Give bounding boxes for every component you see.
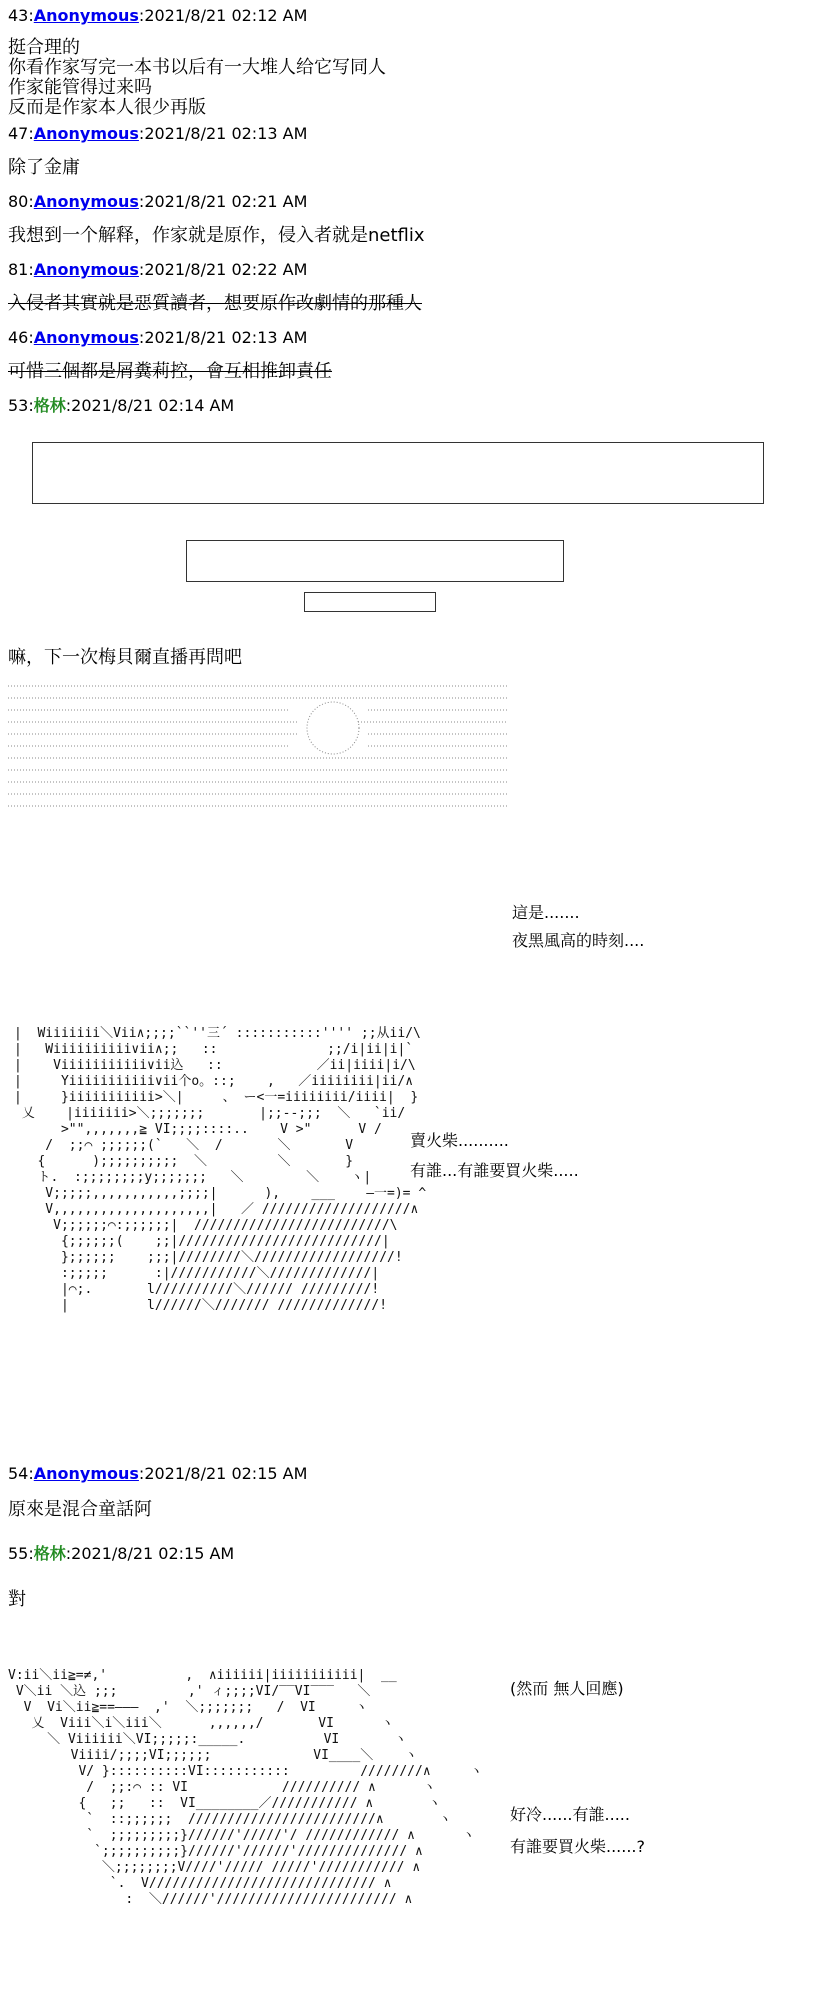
ascii-frame-medium	[186, 540, 564, 582]
post-number: 47	[8, 124, 29, 143]
post-header: 55:格林:2021/8/21 02:15 AM	[8, 1544, 235, 1563]
night-scene-ascii-art	[8, 682, 508, 822]
post-line: 作家能管得过来吗	[8, 77, 152, 98]
post-header: 54:Anonymous:2021/8/21 02:15 AM	[8, 1464, 308, 1483]
poster-name-link[interactable]: Anonymous	[33, 192, 139, 211]
post-number: 81	[8, 260, 29, 279]
match-girl-ascii-art: | Wiiiiiii＼Vii∧;;;;``''三´ :::::::::::'''' ;;从ii/\ | Wiiiiiiiiii∨ii∧;; :: ;;/i|ii|i|` | Viiiiiiiiiii∨ii込 :: ／ii|iiii|i/\ | Yiiiiiiiiiii∨ii个o。::; , ／iiiiiiii|ii/∧ | }iiiiiiiiiii>＼| 、 ー<一=iiiiiiii/iiii| } 乂 |iiiiiii>＼;;;;;;; |;;--;;; ＼ `ii/ >"",,,,,,,≧ VI;;;;::::.. V >" V / / ;;⌒ ;;;;;;(` ＼ / ＼ V { );;;;;;;;;; ＼ ＼ } ト. :;;;;;;;;y;;;;;;; ＼ ＼ ヽ| V;;;;;,,,,,,,,,,,;;;;| ), ___ ―一=)= ^ V,,,,,,,,,,,,,,,,,,,,| ／ ///////////////////∧ V;;;;;;⌒:;;;;;;| /////////////////////////\ {;;;;;;( ;;|//////////////////////////| };;;;;; ;;;|////////＼//////////////////! :;;;;; :|///////////＼/////////////| |⌒;. l//////////＼////// /////////! | l//////＼/////// /////////////!	[14, 1026, 427, 1313]
poster-name: 格林	[33, 1544, 66, 1563]
post-header: 53:格林:2021/8/21 02:14 AM	[8, 396, 235, 415]
kneeling-girl-ascii-art: V:ii＼ii≧=≠,' , ∧iiiiii|iiiiiiiiiii| __ V＼ii ＼込 ;;; ,' ィ;;;;VI/‾‾VI‾‾‾ ＼ V Vi＼ii≧==――― ,' ＼;;;;;;; / VI ヽ 乂 Viii＼i＼iii＼ ,,,,,,/ VI ヽ ＼ Viiiiii＼VI;;;;;:_____. VI ヽ Viiii/;;;;VI;;;;;; VI____＼ ヽ V/ }::::::::::VI::::::::::: ////////∧ ヽ / ;;:⌒ :: VI ////////// ∧ ヽ { ;; :: VI________／/////////// ∧ ヽ ` ::;;;;;; ////////////////////////∧ ヽ ` ;;;;;;;;;}//////'/////'/ //////////// ∧ ヽ `;;;;;;;;;;}//////'//////'////////////// ∧ ＼;;;;;;;;V////'///// /////'/////////// ∧ `. V///////////////////////////// ∧ : ＼//////'/////////////////////// ∧	[8, 1668, 483, 1907]
narration-label: (然而 無人回應)	[510, 1679, 624, 1698]
poster-name-link[interactable]: Anonymous	[33, 260, 139, 279]
post-header: 80:Anonymous:2021/8/21 02:21 AM	[8, 192, 308, 211]
post-line: 我想到一个解释，作家就是原作，侵入者就是netflix	[8, 225, 425, 246]
poster-name-link[interactable]: Anonymous	[33, 124, 139, 143]
post-line: 對	[8, 1589, 26, 1610]
post-body	[8, 226, 425, 246]
poster-name-link[interactable]: Anonymous	[33, 1464, 139, 1483]
post-body	[8, 158, 80, 178]
post-line: 挺合理的	[8, 37, 80, 58]
post-line: 入侵者其實就是惡質讀者，想要原作改劇情的那種人	[8, 293, 422, 314]
post-date: 2021/8/21 02:15 AM	[71, 1544, 235, 1563]
post-date: 2021/8/21 02:22 AM	[144, 260, 308, 279]
post-number: 54	[8, 1464, 29, 1483]
narration-label: 夜黑風高的時刻....	[512, 931, 645, 950]
post-number: 46	[8, 328, 29, 347]
post-line: 你看作家写完一本书以后有一大堆人给它写同人	[8, 57, 386, 78]
post-number: 55	[8, 1544, 29, 1563]
post-body	[8, 362, 332, 382]
speech-label: 賣火柴..........	[410, 1131, 509, 1150]
post-number: 43	[8, 6, 29, 25]
post-line: 反而是作家本人很少再版	[8, 97, 206, 118]
poster-name-link[interactable]: Anonymous	[33, 6, 139, 25]
post-date: 2021/8/21 02:12 AM	[144, 6, 308, 25]
post-body	[8, 1500, 152, 1520]
post-header: 46:Anonymous:2021/8/21 02:13 AM	[8, 328, 308, 347]
post-date: 2021/8/21 02:21 AM	[144, 192, 308, 211]
speech-label: 有誰要買火柴......?	[510, 1837, 646, 1856]
post-body	[8, 1590, 26, 1610]
post-header: 47:Anonymous:2021/8/21 02:13 AM	[8, 124, 308, 143]
post-date: 2021/8/21 02:13 AM	[144, 328, 308, 347]
post-line: 可惜三個都是屑糞莉控，會互相推卸責任	[8, 361, 332, 382]
poster-name: 格林	[33, 396, 66, 415]
narration-label: 這是.......	[512, 903, 580, 922]
ascii-frame-large	[32, 442, 764, 504]
ascii-frame-small	[304, 592, 436, 612]
post-header: 81:Anonymous:2021/8/21 02:22 AM	[8, 260, 308, 279]
post-date: 2021/8/21 02:13 AM	[144, 124, 308, 143]
post-number: 80	[8, 192, 29, 211]
post-body	[8, 294, 422, 314]
post-line: 原來是混合童話阿	[8, 1499, 152, 1520]
speech-label: 好冷......有誰.....	[510, 1805, 630, 1824]
post-date: 2021/8/21 02:14 AM	[71, 396, 235, 415]
poster-name-link[interactable]: Anonymous	[33, 328, 139, 347]
post-header: 43:Anonymous:2021/8/21 02:12 AM	[8, 6, 308, 25]
post-body	[8, 648, 242, 668]
speech-label: 有誰...有誰要買火柴.....	[410, 1161, 579, 1180]
post-number: 53	[8, 396, 29, 415]
post-line: 除了金庸	[8, 157, 80, 178]
post-body	[8, 38, 386, 118]
post-date: 2021/8/21 02:15 AM	[144, 1464, 308, 1483]
post-line: 嘛，下一次梅貝爾直播再問吧	[8, 647, 242, 668]
